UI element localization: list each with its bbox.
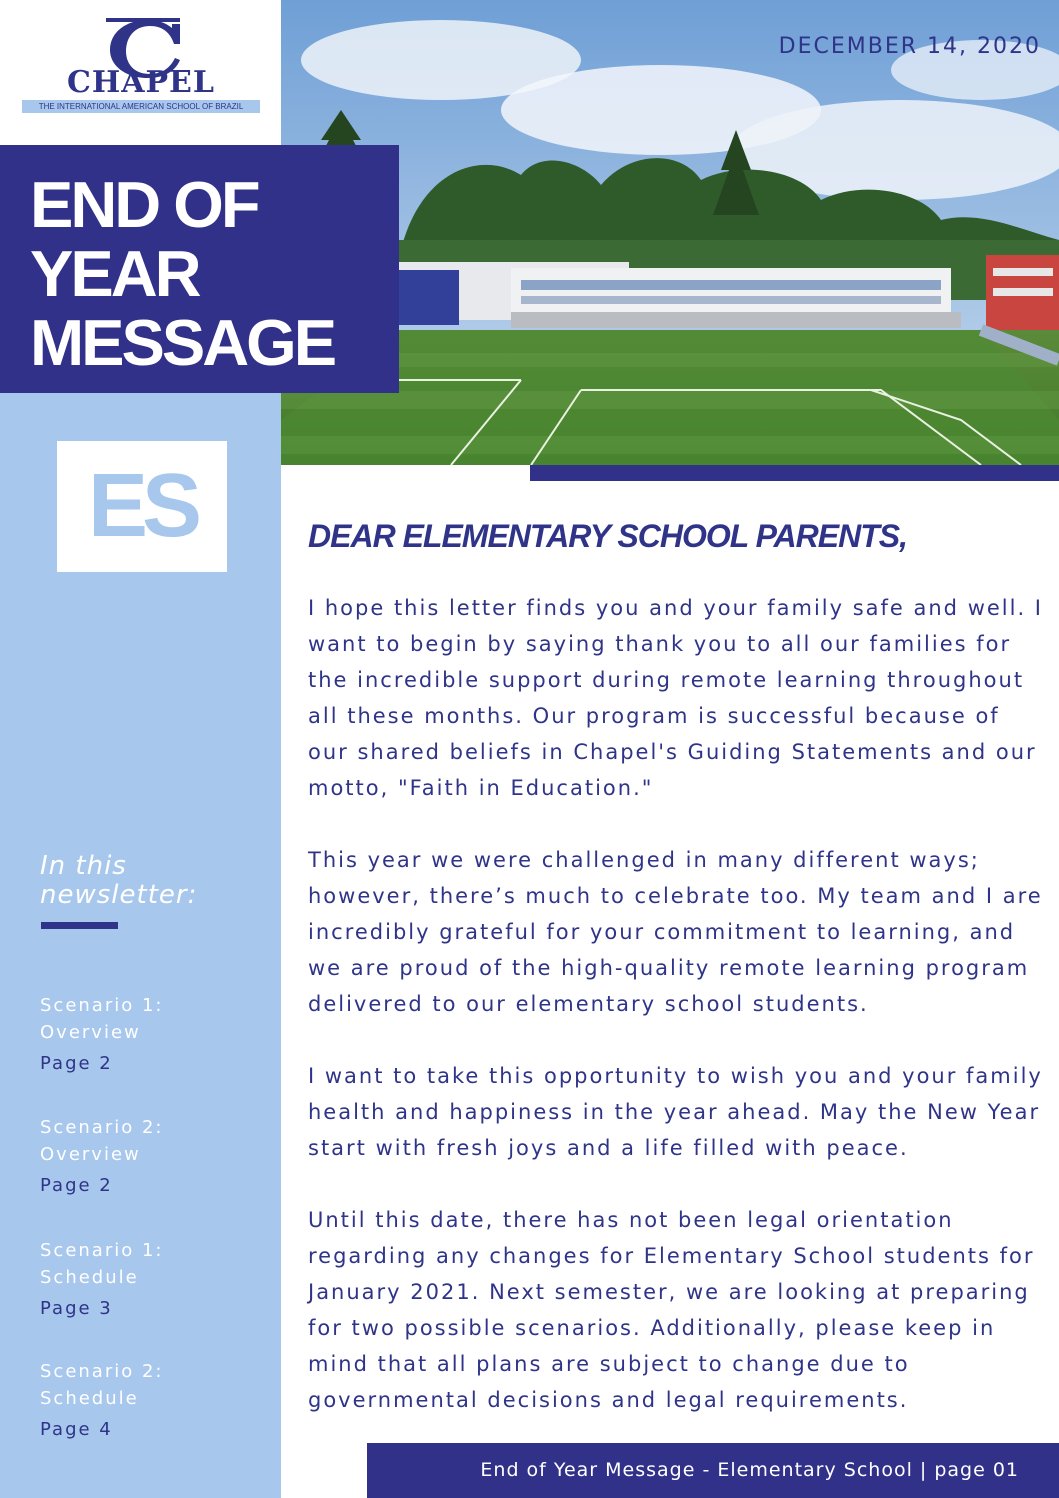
letter-line: delivered to our elementary school students. bbox=[308, 992, 869, 1016]
page-title bbox=[30, 170, 334, 377]
logo-wordmark: CHAPEL bbox=[66, 65, 216, 100]
letter-line: start with fresh joys and a life filled with peace. bbox=[308, 1136, 909, 1160]
title-line: YEAR bbox=[30, 237, 199, 310]
letter-line: motto, "Faith in Education." bbox=[308, 776, 654, 800]
letter-line: This year we were challenged in many different ways; bbox=[308, 848, 980, 872]
page-footer bbox=[367, 1443, 1059, 1498]
letter-line: Until this date, there has not been legal orientation bbox=[308, 1208, 954, 1232]
letter-line: health and happiness in the year ahead. May the New Year bbox=[308, 1100, 1041, 1124]
toc-label-line: Schedule bbox=[40, 1267, 139, 1288]
letter-line: mind that all plans are subject to change due to bbox=[308, 1352, 910, 1376]
letter-line: all these months. Our program is successful because of bbox=[308, 704, 1000, 728]
es-badge-text: ES bbox=[87, 456, 197, 556]
toc-item-label bbox=[40, 1237, 164, 1291]
letter-line: our shared beliefs in Chapel's Guiding Statements and our bbox=[308, 740, 1037, 764]
letter-line: I want to take this opportunity to wish you and your family bbox=[308, 1064, 1043, 1088]
letter-paragraph bbox=[308, 590, 1048, 806]
footer-text: End of Year Message - Elementary School | page 01 bbox=[480, 1459, 1019, 1481]
toc-item-label bbox=[40, 992, 164, 1046]
letter-body bbox=[308, 590, 1048, 1454]
toc-item-label bbox=[40, 1114, 164, 1168]
toc-divider bbox=[41, 922, 118, 929]
toc-label-line: Scenario 2: bbox=[40, 1117, 164, 1138]
letter-greeting: DEAR ELEMENTARY SCHOOL PARENTS, bbox=[308, 518, 907, 554]
logo-tagline: THE INTERNATIONAL AMERICAN SCHOOL OF BRAZIL bbox=[22, 100, 260, 113]
toc-item-page: Page 3 bbox=[40, 1298, 113, 1319]
toc-heading-line: In this bbox=[40, 851, 127, 881]
toc-item-scenario1-schedule[interactable] bbox=[40, 1237, 164, 1322]
letter-line: for two possible scenarios. Additionally, please keep in bbox=[308, 1316, 996, 1340]
toc-heading-line: newsletter: bbox=[40, 880, 198, 910]
toc-item-scenario2-overview[interactable] bbox=[40, 1114, 164, 1199]
letter-line: incredibly grateful for your commitment to learning, and bbox=[308, 920, 1016, 944]
es-badge bbox=[57, 441, 227, 572]
toc-label-line: Overview bbox=[40, 1022, 141, 1043]
toc-item-scenario1-overview[interactable] bbox=[40, 992, 164, 1077]
title-line: MESSAGE bbox=[30, 306, 335, 379]
toc-label-line: Overview bbox=[40, 1144, 141, 1165]
toc-item-page: Page 4 bbox=[40, 1419, 113, 1440]
letter-line: we are proud of the high-quality remote learning program bbox=[308, 956, 1030, 980]
accent-bar bbox=[530, 465, 1059, 481]
letter-line: I hope this letter finds you and your family safe and well. I bbox=[308, 596, 1043, 620]
letter-paragraph bbox=[308, 1202, 1048, 1418]
toc-label-line: Schedule bbox=[40, 1388, 139, 1409]
toc-item-label bbox=[40, 1358, 164, 1412]
toc-label-line: Scenario 2: bbox=[40, 1361, 164, 1382]
title-block bbox=[0, 145, 399, 393]
toc-item-scenario2-schedule[interactable] bbox=[40, 1358, 164, 1443]
title-line: END OF bbox=[30, 168, 258, 241]
letter-line: regarding any changes for Elementary School students for bbox=[308, 1244, 1035, 1268]
letter-line: however, there’s much to celebrate too. My team and I are bbox=[308, 884, 1043, 908]
toc-label-line: Scenario 1: bbox=[40, 1240, 164, 1261]
toc-item-page: Page 2 bbox=[40, 1053, 113, 1074]
letter-line: want to begin by saying thank you to all our families for bbox=[308, 632, 1012, 656]
letter-paragraph bbox=[308, 842, 1048, 1022]
school-logo bbox=[0, 0, 281, 145]
toc-label-line: Scenario 1: bbox=[40, 995, 164, 1016]
issue-date: DECEMBER 14, 2020 bbox=[778, 34, 1041, 59]
letter-line: January 2021. Next semester, we are looking at preparing bbox=[308, 1280, 1030, 1304]
toc-heading bbox=[40, 852, 197, 910]
letter-line: the incredible support during remote learning throughout bbox=[308, 668, 1025, 692]
toc-item-page: Page 2 bbox=[40, 1175, 113, 1196]
letter-paragraph bbox=[308, 1058, 1048, 1166]
letter-line: governmental decisions and legal requirements. bbox=[308, 1388, 909, 1412]
